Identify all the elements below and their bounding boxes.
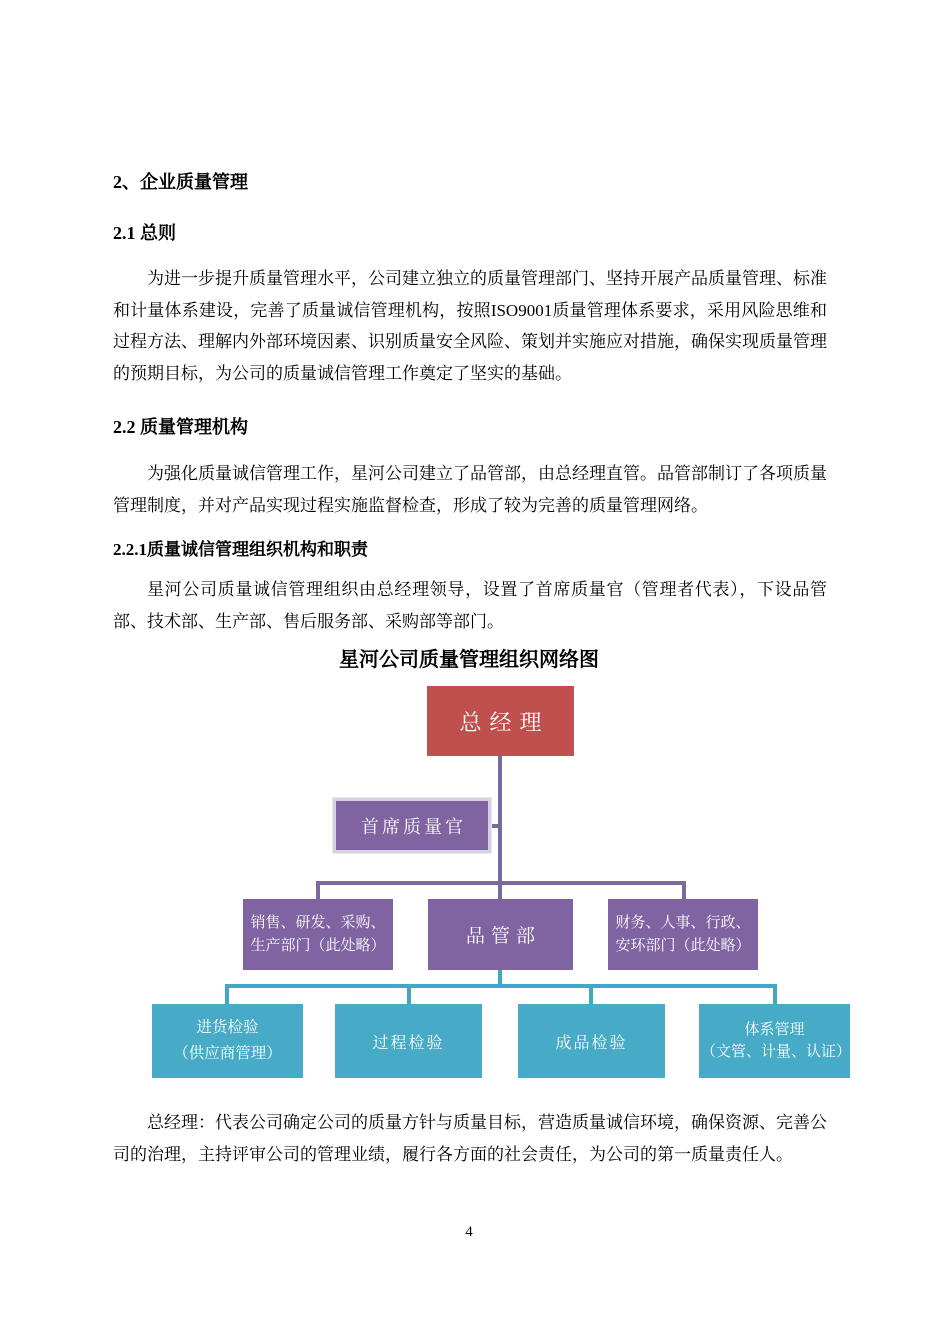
- org-node-final-inspection: [518, 1004, 665, 1078]
- org-node-label-line1: 进货检验: [196, 1019, 259, 1036]
- org-node-general-manager: [427, 686, 574, 756]
- connector-level2-riser-left: [316, 881, 320, 899]
- org-node-label-line2: 安环部门（此处略）: [615, 937, 751, 954]
- page-number: 4: [465, 1224, 473, 1240]
- org-node-incoming-inspection: [152, 1004, 303, 1078]
- org-node-label: 成品检验: [555, 1034, 628, 1052]
- org-node-label: 过程检验: [372, 1034, 445, 1052]
- org-node-label-line1: 体系管理: [744, 1022, 805, 1038]
- org-node-quality-dept: [428, 899, 573, 970]
- org-node-process-inspection: [335, 1004, 482, 1078]
- paragraph-general-principles: 为进一步提升质量管理水平，公司建立独立的质量管理部门、坚持开展产品质量管理、标准和计量体系建设，完善了质量诚信管理机构，按照ISO9001质量管理体系要求，采用风险思维和过程方法、理解内外部环境因素、识别质量安全风险、策划并实施应对措施，确保实现质量管理的预期目标，为公司的质量诚信管理工作奠定了坚实的基础。: [113, 269, 827, 383]
- connector-level3-riser-3: [589, 984, 593, 1004]
- section-heading-2: 2、企业质量管理: [113, 172, 248, 192]
- section-heading-2-1: 2.1 总则: [113, 223, 176, 243]
- connector-level2-branch: [316, 881, 686, 885]
- org-node-dept-finance-hr-admin-ehs: [608, 899, 758, 970]
- org-node-label-line2: （文管、计量、认证）: [701, 1044, 852, 1060]
- org-node-label: 首席质量官: [361, 816, 466, 837]
- org-node-label-line2: 生产部门（此处略）: [250, 937, 386, 954]
- org-node-label-line1: 财务、人事、行政、: [615, 914, 751, 931]
- org-node-label: 品管部: [465, 926, 541, 947]
- org-node-chief-quality-officer: [333, 798, 491, 853]
- section-heading-2-2-1: 2.2.1质量诚信管理组织机构和职责: [113, 540, 368, 559]
- org-chart-title: 星河公司质量管理组织网络图: [339, 649, 599, 671]
- connector-level3-branch: [225, 984, 777, 988]
- org-node-system-management: [699, 1004, 850, 1078]
- org-node-dept-sales-rd-purchasing-production: [243, 899, 393, 970]
- org-node-label-line2: （供应商管理）: [173, 1045, 282, 1062]
- paragraph-org-structure: 星河公司质量诚信管理组织由总经理领导，设置了首席质量官（管理者代表），下设品管部、技术部、生产部、售后服务部、采购部等部门。: [113, 580, 827, 631]
- paragraph-quality-organization: 为强化质量诚信管理工作，星河公司建立了品管部，由总经理直管。品管部制订了各项质量管理制度，并对产品实现过程实施监督检查，形成了较为完善的质量管理网络。: [113, 464, 827, 515]
- connector-level3-riser-2: [407, 984, 411, 1004]
- section-heading-2-2: 2.2 质量管理机构: [113, 417, 248, 437]
- connector-level2-riser-right: [682, 881, 686, 899]
- org-node-label: 总经理: [459, 709, 550, 735]
- connector-level3-riser-1: [225, 984, 229, 1004]
- paragraph-gm-responsibilities: 总经理：代表公司确定公司的质量方针与质量目标，营造质量诚信环境，确保资源、完善公司的治理，主持评审公司的管理业绩，履行各方面的社会责任，为公司的第一质量责任人。: [113, 1113, 827, 1164]
- connector-level3-riser-4: [773, 984, 777, 1004]
- org-node-label-line1: 销售、研发、采购、: [250, 914, 386, 931]
